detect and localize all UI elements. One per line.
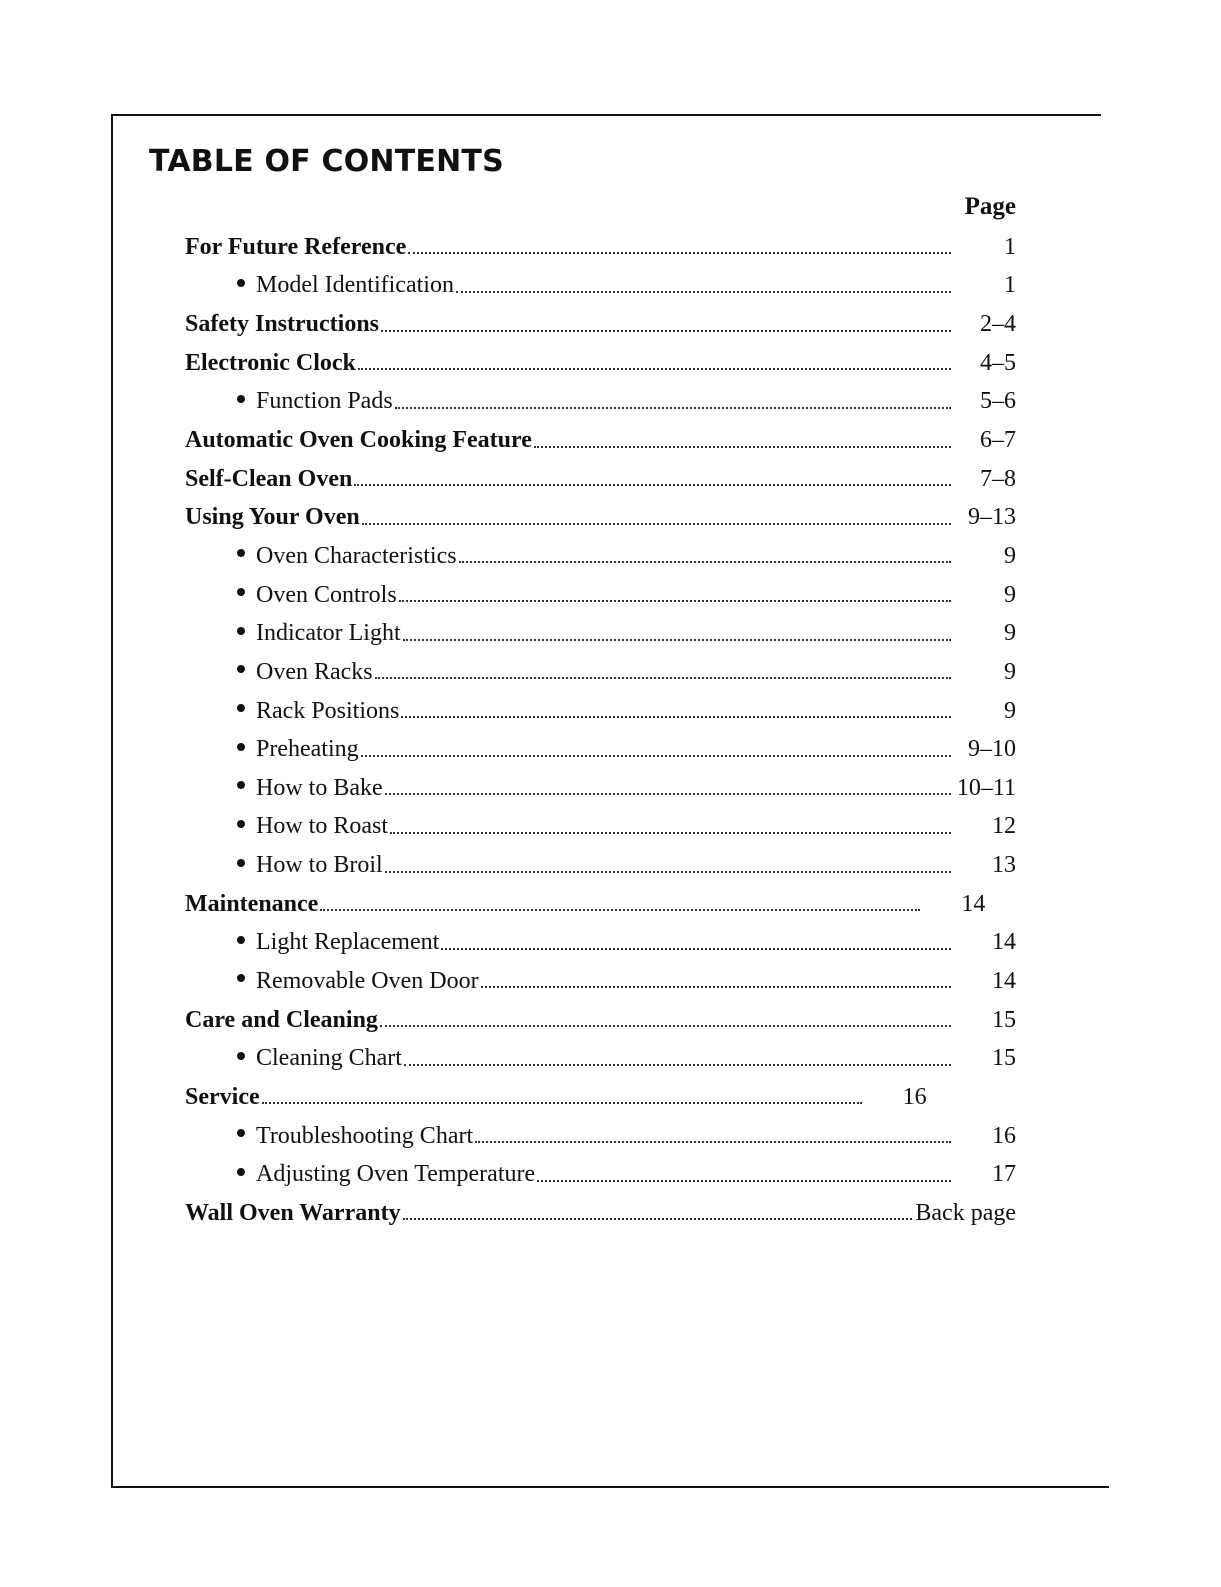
toc-entry-page-number: 14 xyxy=(961,890,986,917)
dot-leader xyxy=(534,446,951,448)
dot-leader xyxy=(262,1102,862,1104)
bullet-icon xyxy=(237,588,245,596)
toc-entry-page-number: 6–7 xyxy=(980,427,1016,454)
toc-entry-label: Oven Racks xyxy=(256,658,373,685)
dot-leader xyxy=(403,1218,913,1220)
toc-entry-page-number: 7–8 xyxy=(980,465,1016,492)
dot-leader xyxy=(404,1064,951,1066)
toc-entry-page-number: 9 xyxy=(1004,697,1016,724)
toc-subsection-entry xyxy=(0,808,1221,847)
dot-leader xyxy=(361,755,951,757)
toc-subsection-entry xyxy=(0,267,1221,306)
toc-entry-label: Rack Positions xyxy=(256,697,400,724)
toc-subsection-entry xyxy=(0,576,1221,615)
dot-leader xyxy=(320,909,920,911)
toc-subsection-entry xyxy=(0,924,1221,963)
bullet-icon xyxy=(237,820,245,828)
toc-subsection-entry xyxy=(0,383,1221,422)
toc-entry-label: How to Roast xyxy=(256,813,388,840)
toc-entry-label: Wall Oven Warranty xyxy=(185,1199,401,1226)
toc-section-entry xyxy=(0,885,1221,924)
toc-section-entry xyxy=(0,228,1221,267)
dot-leader xyxy=(475,1141,951,1143)
dot-leader xyxy=(380,1025,951,1027)
bullet-icon xyxy=(237,1129,245,1137)
toc-entry-label: Service xyxy=(185,1083,260,1110)
bullet-icon xyxy=(237,279,245,287)
dot-leader xyxy=(403,639,951,641)
toc-entry-page-number: 5–6 xyxy=(980,388,1016,415)
toc-entry-label: Oven Characteristics xyxy=(256,542,457,569)
toc-entry-label: Automatic Oven Cooking Feature xyxy=(185,427,532,454)
toc-entry-label: Oven Controls xyxy=(256,581,397,608)
dot-leader xyxy=(537,1180,951,1182)
dot-leader xyxy=(385,793,951,795)
toc-section-entry xyxy=(0,1001,1221,1040)
dot-leader xyxy=(375,677,951,679)
toc-section-entry xyxy=(0,498,1221,537)
toc-entry-page-number: 14 xyxy=(992,967,1016,994)
toc-section-entry xyxy=(0,1194,1221,1233)
toc-entry-label: Care and Cleaning xyxy=(185,1006,378,1033)
toc-entry-label: Preheating xyxy=(256,736,359,763)
dot-leader xyxy=(395,407,951,409)
bullet-icon xyxy=(237,743,245,751)
bullet-icon xyxy=(237,665,245,673)
toc-entry-page-number: 1 xyxy=(1004,233,1016,260)
toc-entry-page-number: 13 xyxy=(992,852,1016,879)
toc-entry-label: Safety Instructions xyxy=(185,311,380,338)
bullet-icon xyxy=(237,627,245,635)
dot-leader xyxy=(401,716,951,718)
toc-subsection-entry xyxy=(0,537,1221,576)
toc-entry-label: Self-Clean Oven xyxy=(185,465,353,492)
toc-entry-label: Troubleshooting Chart xyxy=(256,1122,474,1149)
toc-entry-label: For Future Reference xyxy=(185,233,407,260)
bullet-icon xyxy=(237,781,245,789)
toc-section-entry xyxy=(0,421,1221,460)
dot-leader xyxy=(381,330,951,332)
toc-entry-label: How to Broil xyxy=(256,852,383,879)
dot-leader xyxy=(362,523,951,525)
toc-entry-page-number: 4–5 xyxy=(980,349,1016,376)
dot-leader xyxy=(390,832,951,834)
toc-entry-page-number: 1 xyxy=(1004,272,1016,299)
dot-leader xyxy=(354,484,951,486)
bullet-icon xyxy=(237,1168,245,1176)
toc-subsection-entry xyxy=(0,846,1221,885)
bullet-icon xyxy=(237,704,245,712)
toc-entry-page-number: 16 xyxy=(902,1083,927,1110)
toc-subsection-entry xyxy=(0,1155,1221,1194)
toc-entry-page-number: 17 xyxy=(992,1161,1016,1188)
toc-entry-label: Electronic Clock xyxy=(185,349,356,376)
toc-entry-page-number: 12 xyxy=(992,813,1016,840)
bullet-icon xyxy=(237,936,245,944)
toc-entry-page-number: 15 xyxy=(992,1006,1016,1033)
toc-entry-label: Function Pads xyxy=(256,388,393,415)
toc-entry-label: Adjusting Oven Temperature xyxy=(256,1161,536,1188)
toc-entry-label: Using Your Oven xyxy=(185,504,360,531)
toc-subsection-entry xyxy=(0,1117,1221,1156)
toc-subsection-entry xyxy=(0,614,1221,653)
page-title: TABLE OF CONTENTS xyxy=(149,144,504,179)
toc-entry-label: Light Replacement xyxy=(256,929,440,956)
bullet-icon xyxy=(237,1052,245,1060)
toc-entry-page-number: 2–4 xyxy=(980,311,1016,338)
toc-entry-page-number: 9–10 xyxy=(968,736,1016,763)
page-column-header: Page xyxy=(964,193,1016,220)
toc-entry-label: Indicator Light xyxy=(256,620,401,647)
toc-subsection-entry xyxy=(0,962,1221,1001)
toc-entry-label: Maintenance xyxy=(185,890,319,917)
bullet-icon xyxy=(237,974,245,982)
dot-leader xyxy=(459,561,951,563)
toc-section-entry xyxy=(0,460,1221,499)
dot-leader xyxy=(408,252,951,254)
toc-list xyxy=(0,228,1221,1233)
toc-entry-label: How to Bake xyxy=(256,774,383,801)
dot-leader xyxy=(456,291,951,293)
toc-section-entry xyxy=(0,344,1221,383)
bullet-icon xyxy=(237,395,245,403)
toc-section-entry xyxy=(0,305,1221,344)
toc-entry-label: Removable Oven Door xyxy=(256,967,479,994)
toc-entry-page-number: 9 xyxy=(1004,658,1016,685)
toc-section-entry xyxy=(0,1078,1221,1117)
toc-entry-page-number: Back page xyxy=(915,1199,1016,1226)
toc-subsection-entry xyxy=(0,769,1221,808)
toc-entry-label: Cleaning Chart xyxy=(256,1045,402,1072)
toc-entry-label: Model Identification xyxy=(256,272,454,299)
toc-entry-page-number: 9 xyxy=(1004,542,1016,569)
toc-subsection-entry xyxy=(0,653,1221,692)
toc-entry-page-number: 9–13 xyxy=(968,504,1016,531)
toc-entry-page-number: 9 xyxy=(1004,620,1016,647)
bullet-icon xyxy=(237,859,245,867)
dot-leader xyxy=(399,600,951,602)
toc-subsection-entry xyxy=(0,692,1221,731)
toc-entry-page-number: 9 xyxy=(1004,581,1016,608)
bullet-icon xyxy=(237,549,245,557)
toc-subsection-entry xyxy=(0,1039,1221,1078)
bottom-border-rule xyxy=(111,1486,1109,1488)
toc-entry-page-number: 14 xyxy=(992,929,1016,956)
top-border-rule xyxy=(111,114,1101,116)
dot-leader xyxy=(441,948,951,950)
dot-leader xyxy=(385,871,951,873)
toc-entry-page-number: 16 xyxy=(992,1122,1016,1149)
dot-leader xyxy=(481,986,951,988)
toc-entry-page-number: 15 xyxy=(992,1045,1016,1072)
dot-leader xyxy=(358,368,951,370)
toc-subsection-entry xyxy=(0,730,1221,769)
toc-entry-page-number: 10–11 xyxy=(956,774,1016,801)
